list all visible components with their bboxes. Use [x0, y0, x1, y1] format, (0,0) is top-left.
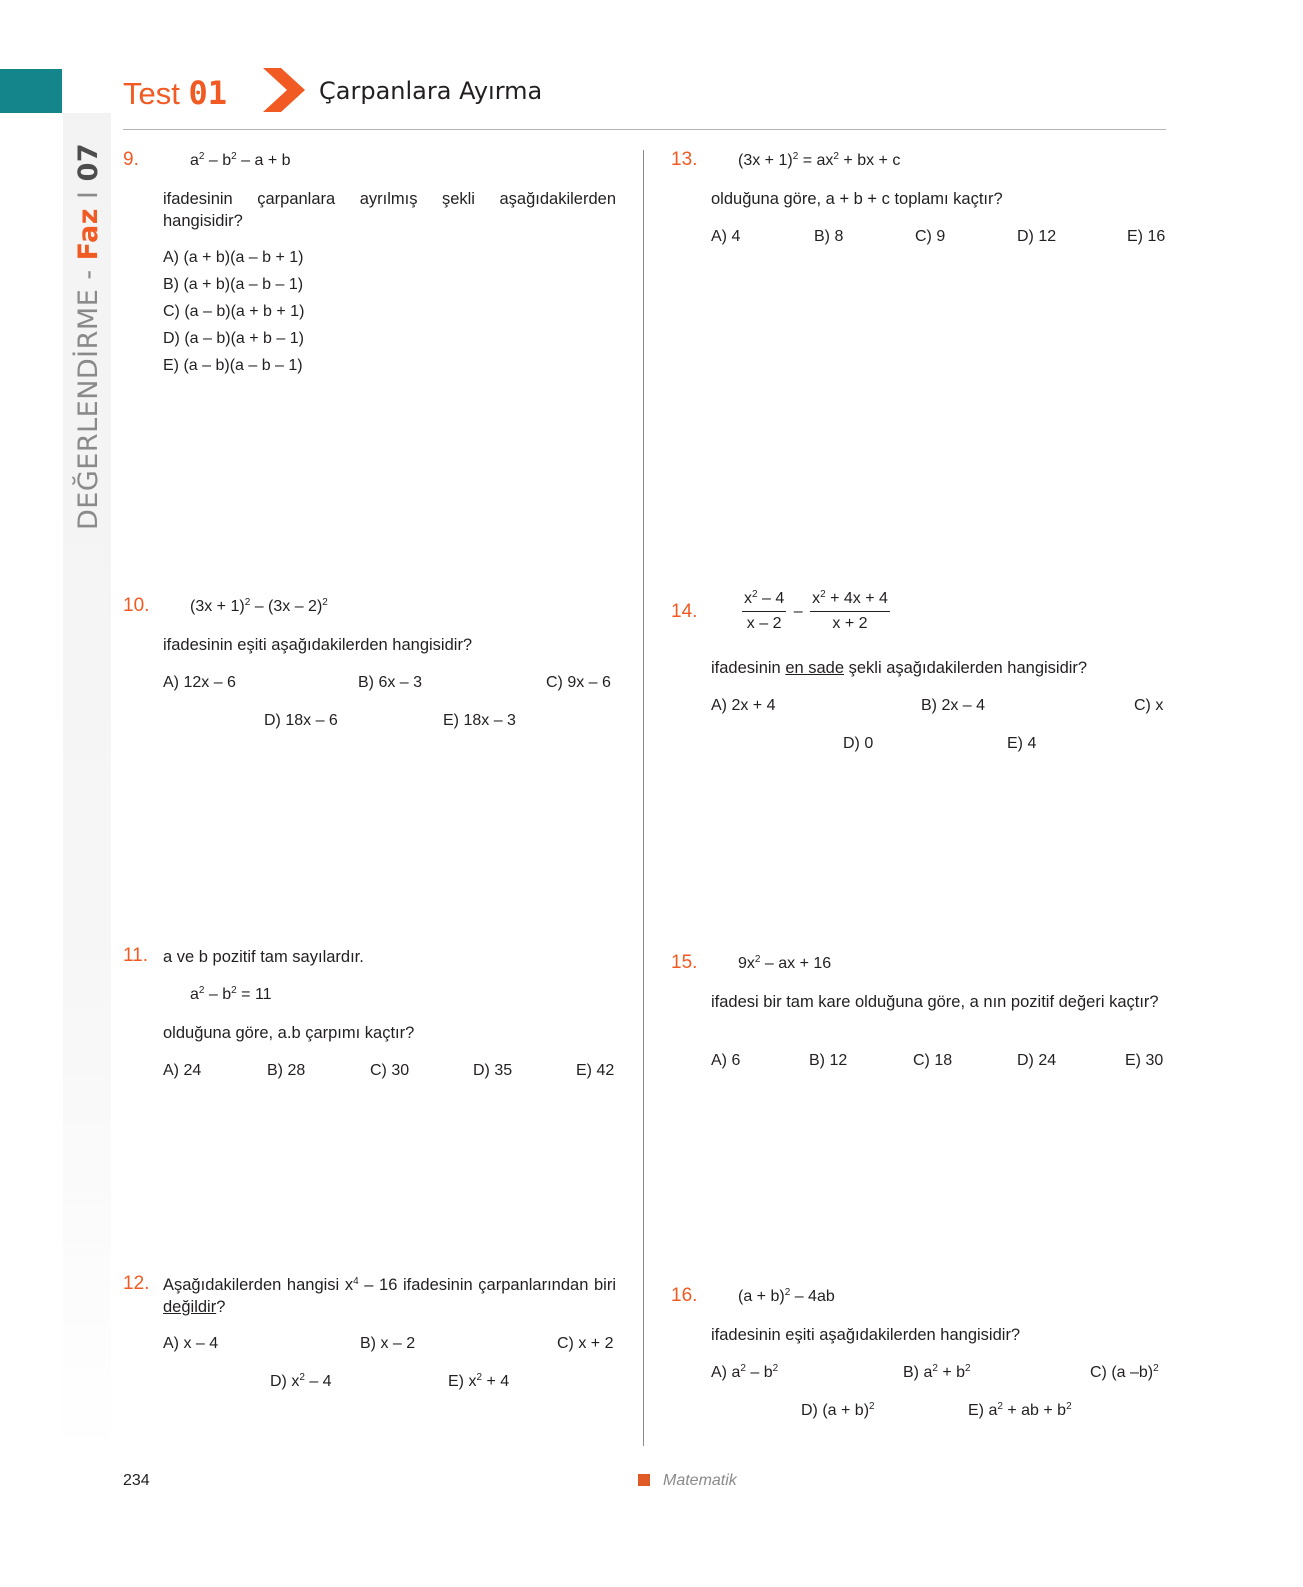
question-11-option-e[interactable]: E) 42	[576, 1062, 615, 1079]
chevron-right-icon	[263, 68, 305, 112]
question-12-text: Aşağıdakilerden hangisi $x^4 - 16$ ifadesinin çarpanlarından biri değildir?	[163, 1276, 616, 1316]
question-11-number: 11.	[123, 945, 149, 966]
question-12-option-e[interactable]: E) $x^2 + 4$	[448, 1372, 510, 1390]
question-12-option-b[interactable]: B) x – 2	[360, 1335, 416, 1352]
question-10-expression: $(3x + 1)^2 - (3x - 2)^2$	[190, 597, 328, 615]
question-9-option-e[interactable]: E) (a – b)(a – b – 1)	[163, 357, 303, 374]
page-number: 234	[123, 1472, 150, 1489]
question-10-option-c[interactable]: C) 9x – 6	[546, 674, 611, 691]
question-12-option-a[interactable]: A) x – 4	[163, 1335, 219, 1352]
question-9-expression: $a^2 - b^2 - a + b$	[190, 151, 291, 169]
question-10-text: ifadesinin eşiti aşağıdakilerden hangisidir?	[163, 636, 473, 654]
column-divider	[643, 150, 644, 1446]
question-16-option-e[interactable]: E) $a^2$ + ab + $b^2$	[968, 1401, 1072, 1419]
question-14-number: 14.	[671, 601, 698, 622]
sidebar-label-sep: I	[73, 181, 104, 209]
question-10-option-d[interactable]: D) 18x – 6	[264, 712, 338, 729]
question-14-option-b[interactable]: B) 2x – 4	[921, 697, 986, 714]
question-10-option-e[interactable]: E) 18x – 3	[443, 712, 516, 729]
question-15-option-c[interactable]: C) 18	[913, 1052, 953, 1069]
question-10-option-b[interactable]: B) 6x – 3	[358, 674, 423, 691]
question-13-option-a[interactable]: A) 4	[711, 228, 741, 245]
question-14-text-a: ifadesinin	[711, 659, 786, 677]
question-15-option-d[interactable]: D) 24	[1017, 1052, 1057, 1069]
sidebar-label-num: 07	[73, 142, 104, 182]
question-12-text-a: Aşağıdakilerden hangisi x	[163, 1276, 354, 1294]
question-16-option-b[interactable]: B) $a^2 + b^2$	[903, 1363, 971, 1381]
question-14-fraction-2: $\frac{x^2 + 4x + 4}{x + 2}$	[812, 589, 888, 632]
sidebar-section-label	[72, 142, 106, 530]
question-9-number: 9.	[123, 149, 139, 170]
question-12-text-end: ?	[216, 1298, 226, 1316]
question-11-option-a[interactable]: A) 24	[163, 1062, 202, 1079]
sidebar-label-main: DEĞERLENDİRME -	[73, 260, 104, 530]
question-14-fraction-1: $\frac{x^2 - 4}{x - 2}$	[744, 589, 785, 632]
test-number: 01	[188, 74, 228, 112]
page-title: Çarpanlara Ayırma	[319, 77, 543, 105]
footer-subject: Matematik	[663, 1472, 737, 1489]
question-11-option-d[interactable]: D) 35	[473, 1062, 513, 1079]
question-14-text-b: şekli aşağıdakilerden hangisidir?	[844, 659, 1088, 677]
question-16-option-a[interactable]: A) $a^2 - b^2$	[711, 1363, 779, 1381]
question-11-option-c[interactable]: C) 30	[370, 1062, 410, 1079]
question-14-minus: –	[793, 602, 803, 620]
question-13-text: olduğuna göre, a + b + c toplamı kaçtır?	[711, 190, 1003, 208]
question-15-expression: $9x^2$ – ax + 16	[738, 954, 832, 972]
question-12-text-b: – 16 ifadesinin çarpanlarından biri	[358, 1276, 616, 1294]
question-14-text-underlined: en sade	[785, 659, 845, 677]
question-11-intro: a ve b pozitif tam sayılardır.	[163, 948, 364, 966]
question-15-option-a[interactable]: A) 6	[711, 1052, 741, 1069]
sidebar-label-faz: Faz	[73, 208, 104, 261]
section-color-tab	[0, 69, 62, 113]
question-13-number: 13.	[671, 149, 698, 170]
question-9-option-c[interactable]: C) (a – b)(a + b + 1)	[163, 303, 305, 320]
question-15-option-b[interactable]: B) 12	[809, 1052, 848, 1069]
question-13-option-b[interactable]: B) 8	[814, 228, 844, 245]
question-12-option-c[interactable]: C) x + 2	[557, 1335, 614, 1352]
question-14-option-d[interactable]: D) 0	[843, 735, 874, 752]
question-9-option-a[interactable]: A) (a + b)(a – b + 1)	[163, 249, 304, 266]
header-divider	[123, 129, 1166, 130]
question-16-option-c[interactable]: C) (a –b)$^2$	[1090, 1363, 1159, 1381]
test-heading	[123, 73, 227, 114]
question-10-number: 10.	[123, 595, 150, 616]
question-15-option-e[interactable]: E) 30	[1125, 1052, 1164, 1069]
question-11-expression: $a^2 - b^2 = 11$	[190, 985, 272, 1003]
question-15-text: ifadesi bir tam kare olduğuna göre, a nın pozitif değeri kaçtır?	[711, 993, 1159, 1011]
question-13-option-c[interactable]: C) 9	[915, 228, 946, 245]
question-12-negation: değildir	[163, 1298, 217, 1316]
question-11-option-b[interactable]: B) 28	[267, 1062, 306, 1079]
question-11-text: olduğuna göre, a.b çarpımı kaçtır?	[163, 1024, 415, 1042]
question-14-expression	[742, 589, 890, 634]
question-13-option-e[interactable]: E) 16	[1127, 228, 1166, 245]
question-9-option-d[interactable]: D) (a – b)(a + b – 1)	[163, 330, 304, 347]
footer-square-icon	[638, 1474, 650, 1486]
question-14-option-a[interactable]: A) 2x + 4	[711, 697, 776, 714]
question-16-option-d[interactable]: D) $(a + b)^2$	[801, 1401, 875, 1419]
question-16-text: ifadesinin eşiti aşağıdakilerden hangisidir?	[711, 1326, 1021, 1344]
question-10-option-a[interactable]: A) 12x – 6	[163, 674, 236, 691]
question-12-number: 12.	[123, 1273, 150, 1294]
question-12-option-d[interactable]: D) $x^2 - 4$	[270, 1372, 332, 1390]
question-16-number: 16.	[671, 1285, 698, 1306]
test-word: Test	[123, 76, 180, 111]
question-13-expression: $(3x + 1)^2 = ax^2$ + bx + c	[738, 151, 901, 169]
question-15-number: 15.	[671, 952, 698, 973]
question-13-option-d[interactable]: D) 12	[1017, 228, 1057, 245]
question-14-option-c[interactable]: C) x	[1134, 697, 1164, 714]
question-14-text	[711, 657, 1087, 679]
question-9-option-b[interactable]: B) (a + b)(a – b – 1)	[163, 276, 304, 293]
question-14-option-e[interactable]: E) 4	[1007, 735, 1037, 752]
question-16-expression: $(a + b)^2 - 4ab$	[738, 1287, 835, 1305]
question-9-text: ifadesinin çarpanlara ayrılmış şekli aşağıdakilerden hangisidir?	[163, 190, 616, 230]
